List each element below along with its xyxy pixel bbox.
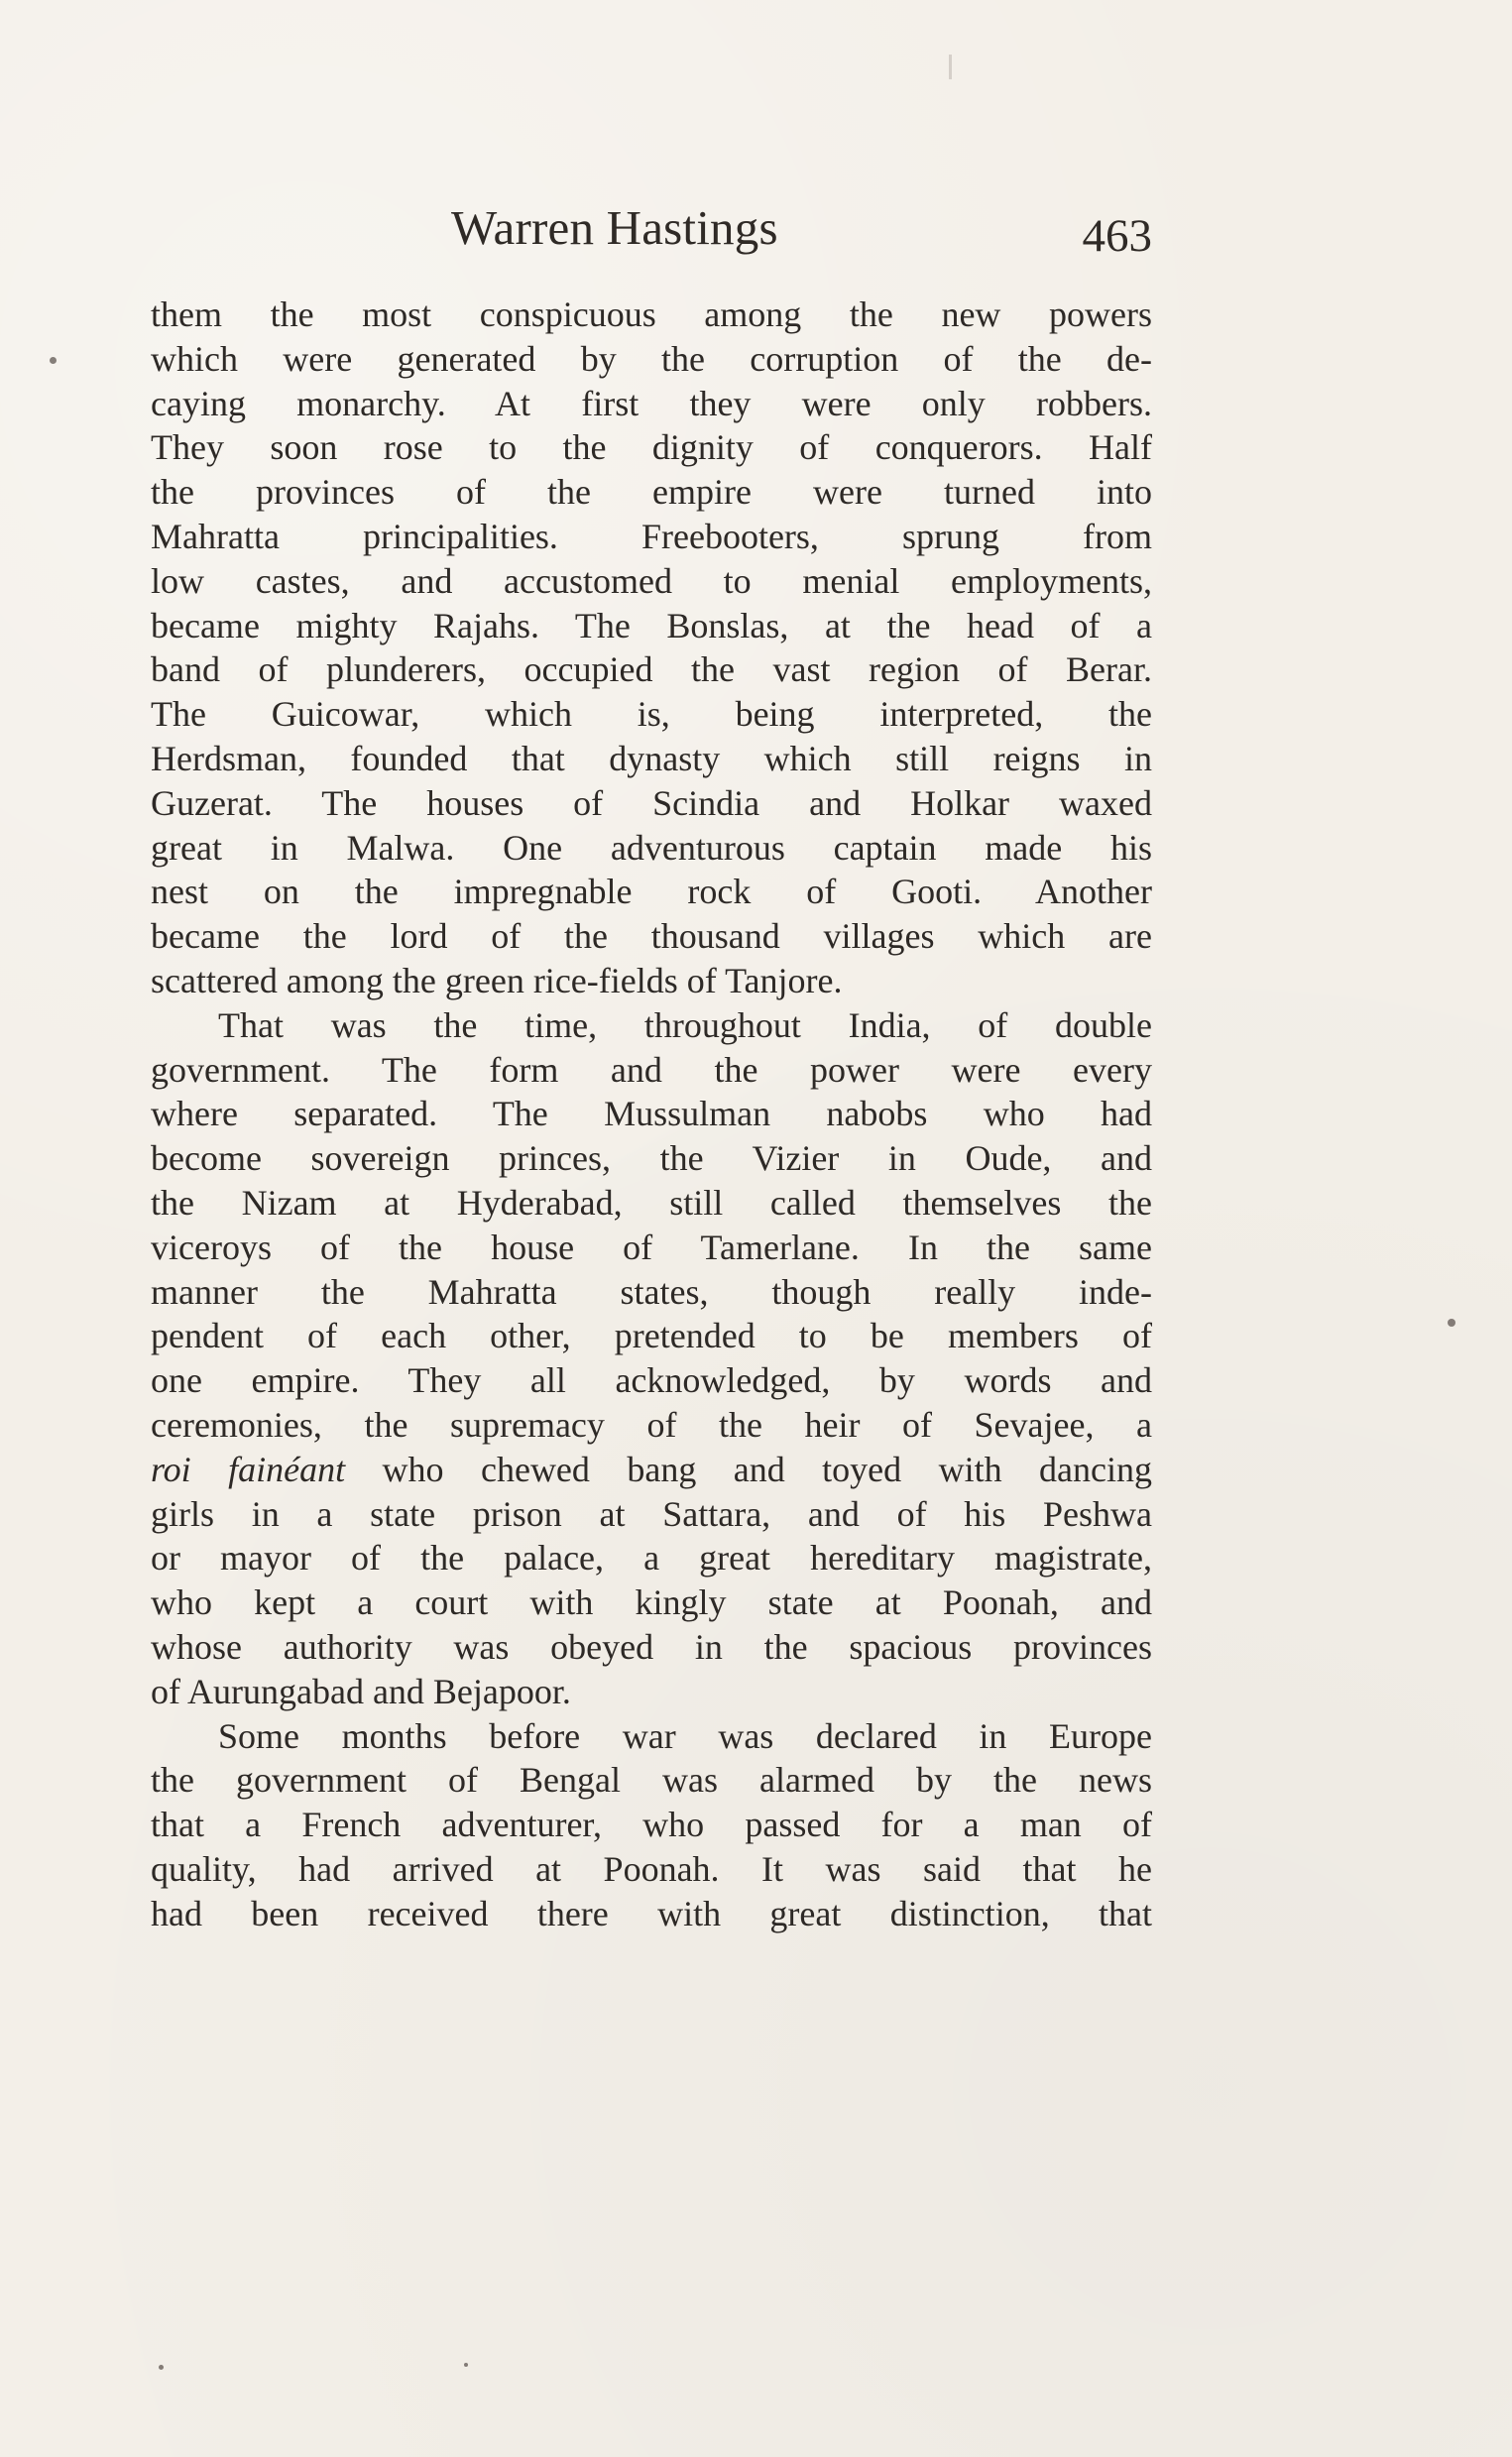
text-line-with-italic	[151, 1448, 1152, 1492]
paragraph-first-line: Some months before war was declared in Europe	[218, 1715, 1152, 1756]
text-line: band of plunderers, occupied the vast region of Berar.	[151, 649, 1152, 690]
text-line: ceremonies, the supremacy of the heir of Sevajee, a	[151, 1404, 1152, 1445]
text-line: the provinces of the empire were turned into	[151, 472, 1152, 513]
text-line: which were generated by the corruption of the de-	[151, 338, 1152, 379]
text-line: They soon rose to the dignity of conquerors. Half	[151, 427, 1152, 468]
text-line: low castes, and accustomed to menial employments,	[151, 560, 1152, 601]
text-line: Mahratta principalities. Freebooters, sprung from	[151, 516, 1152, 556]
text-line: had been received there with great distinction, that	[151, 1893, 1152, 1933]
page-number: 463	[1082, 210, 1152, 262]
paper-speck	[464, 2363, 468, 2367]
text-line: scattered among the green rice-fields of Tanjore.	[151, 960, 843, 1000]
text-line: girls in a state prison at Sattara, and of his Peshwa	[151, 1493, 1152, 1534]
text-line: or mayor of the palace, a great hereditary magistrate,	[151, 1538, 1152, 1579]
text-line: viceroys of the house of Tamerlane. In the same	[151, 1227, 1152, 1267]
text-line: whose authority was obeyed in the spacious provinces	[151, 1626, 1152, 1667]
text-line-remainder: who chewed bang and toyed with dancing	[382, 1449, 1152, 1489]
paper-speck	[50, 357, 57, 364]
text-line: that a French adventurer, who passed for a man of	[151, 1805, 1152, 1845]
text-line: became the lord of the thousand villages which are	[151, 916, 1152, 957]
body-text	[151, 292, 1152, 1935]
running-head-title: Warren Hastings	[451, 200, 778, 255]
text-line: of Aurungabad and Bejapoor.	[151, 1671, 571, 1711]
text-line: the government of Bengal was alarmed by the news	[151, 1760, 1152, 1801]
text-line: government. The form and the power were every	[151, 1049, 1152, 1090]
text-line: one empire. They all acknowledged, by words and	[151, 1360, 1152, 1401]
text-line: Guzerat. The houses of Scindia and Holkar waxed	[151, 782, 1152, 823]
text-line: who kept a court with kingly state at Poonah, and	[151, 1582, 1152, 1623]
text-line: great in Malwa. One adventurous captain made his	[151, 827, 1152, 868]
text-line: quality, had arrived at Poonah. It was said that he	[151, 1848, 1152, 1889]
italic-phrase: roi fainéant	[151, 1449, 346, 1489]
paragraph-first-line: That was the time, throughout India, of double	[218, 1004, 1152, 1045]
text-line: the Nizam at Hyderabad, still called themselves the	[151, 1182, 1152, 1223]
text-line: Herdsman, founded that dynasty which still reigns in	[151, 738, 1152, 778]
paper-speck	[1448, 1319, 1455, 1327]
text-line: became mighty Rajahs. The Bonslas, at the head of a	[151, 605, 1152, 645]
text-line: The Guicowar, which is, being interpreted, the	[151, 694, 1152, 735]
text-line: nest on the impregnable rock of Gooti. Another	[151, 872, 1152, 912]
text-line: caying monarchy. At first they were only robbers.	[151, 383, 1152, 423]
text-line: manner the Mahratta states, though really inde-	[151, 1271, 1152, 1312]
paper-speck	[159, 2365, 164, 2370]
text-line: where separated. The Mussulman nabobs who had	[151, 1094, 1152, 1134]
top-mark	[949, 55, 952, 79]
text-line: pendent of each other, pretended to be members of	[151, 1316, 1152, 1356]
text-line: become sovereign princes, the Vizier in Oude, and	[151, 1138, 1152, 1179]
text-line: them the most conspicuous among the new powers	[151, 294, 1152, 334]
